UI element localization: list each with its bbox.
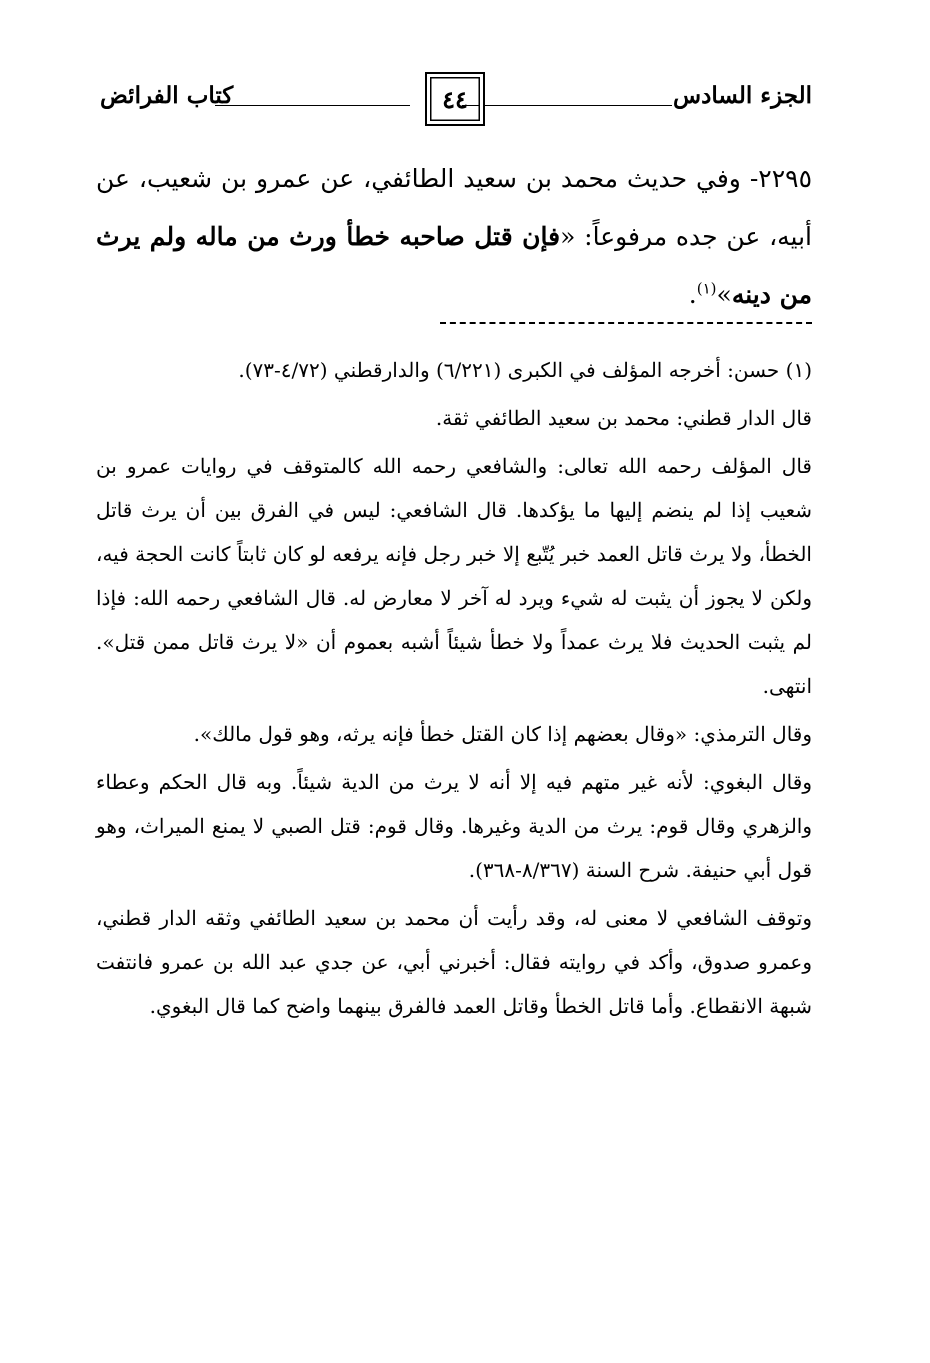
footnote-marker: (١) <box>696 279 717 298</box>
footnotes <box>96 348 812 1032</box>
footnote-paragraph: (١) حسن: أخرجه المؤلف في الكبرى (٦/٢٢١) والدارقطني (٤/٧٢-٧٣). <box>238 358 812 382</box>
hadith-intro: ٢٢٩٥- وفي حديث محمد بن سعيد الطائفي، عن عمرو بن شعيب، عن أبيه، عن جده مرفوعاً: « <box>96 164 812 251</box>
footnote-paragraph: وقال البغوي: لأنه غير متهم فيه إلا أنه لا يرث من الدية شيئاً. وبه قال الحكم وعطاء والزهري وقال قوم: يرث من الدية وغيرها. وقال قوم: قتل الصبي لا يمنع الميراث، وهو قول أبي حنيفة. شرح السنة (٨/٣٦٧-٣٦٨). <box>96 770 812 882</box>
hadith-matn: فإن قتل صاحبه خطأ ورث من ماله ولم يرث من دينه <box>96 222 812 309</box>
footnote-paragraph: وقال الترمذي: «وقال بعضهم إذا كان القتل خطأ فإنه يرثه، وهو قول مالك». <box>193 722 812 746</box>
header-rule-right <box>462 105 672 106</box>
footnote-separator <box>440 322 812 324</box>
page-number-text: ٤٤ <box>442 84 468 114</box>
footnote-paragraph: وتوقف الشافعي لا معنى له، وقد رأيت أن محمد بن سعيد الطائفي وثقه الدار قطني، وعمرو صدوق، وأكد في روايته فقال: أخبرني أبي، عن جدي عبد الله بن عمرو فانتفت شبهة الانقطاع. وأما قاتل الخطأ وقاتل العمد فالفرق بينهما واضح كما قال البغوي. <box>96 906 812 1018</box>
hadith-paragraph <box>96 150 812 324</box>
page-header <box>100 72 812 128</box>
header-rule-left <box>215 105 410 106</box>
book-title: كتاب الفرائض <box>100 82 234 109</box>
footnote-paragraph: قال الدار قطني: محمد بن سعيد الطائفي ثقة. <box>435 406 812 430</box>
hadith-text <box>96 150 812 324</box>
volume-label: الجزء السادس <box>673 82 812 109</box>
hadith-end: . <box>688 280 697 309</box>
page-number <box>425 72 485 126</box>
footnote-paragraph: قال المؤلف رحمه الله تعالى: والشافعي رحمه الله كالمتوقف في روايات عمرو بن شعيب إذا لم ينضم إليها ما يؤكدها. قال الشافعي: ليس في الفرق بين أن يرث قاتل الخطأ، ولا يرث قاتل العمد خبر يُتّبع إلا خبر رجل فإنه يرفعه لو كان ثابتاً كانت الحجة فيه، ولكن لا يجوز أن يثبت له شيء ويرد له آخر لا معارض له. قال الشافعي رحمه الله: فإذا لم يثبت الحديث فلا يرث عمداً ولا خطأ شيئاً أشبه بعموم أن «لا يرث قاتل ممن قتل». انتهى. <box>96 454 812 698</box>
hadith-closing-quote: » <box>716 280 732 309</box>
